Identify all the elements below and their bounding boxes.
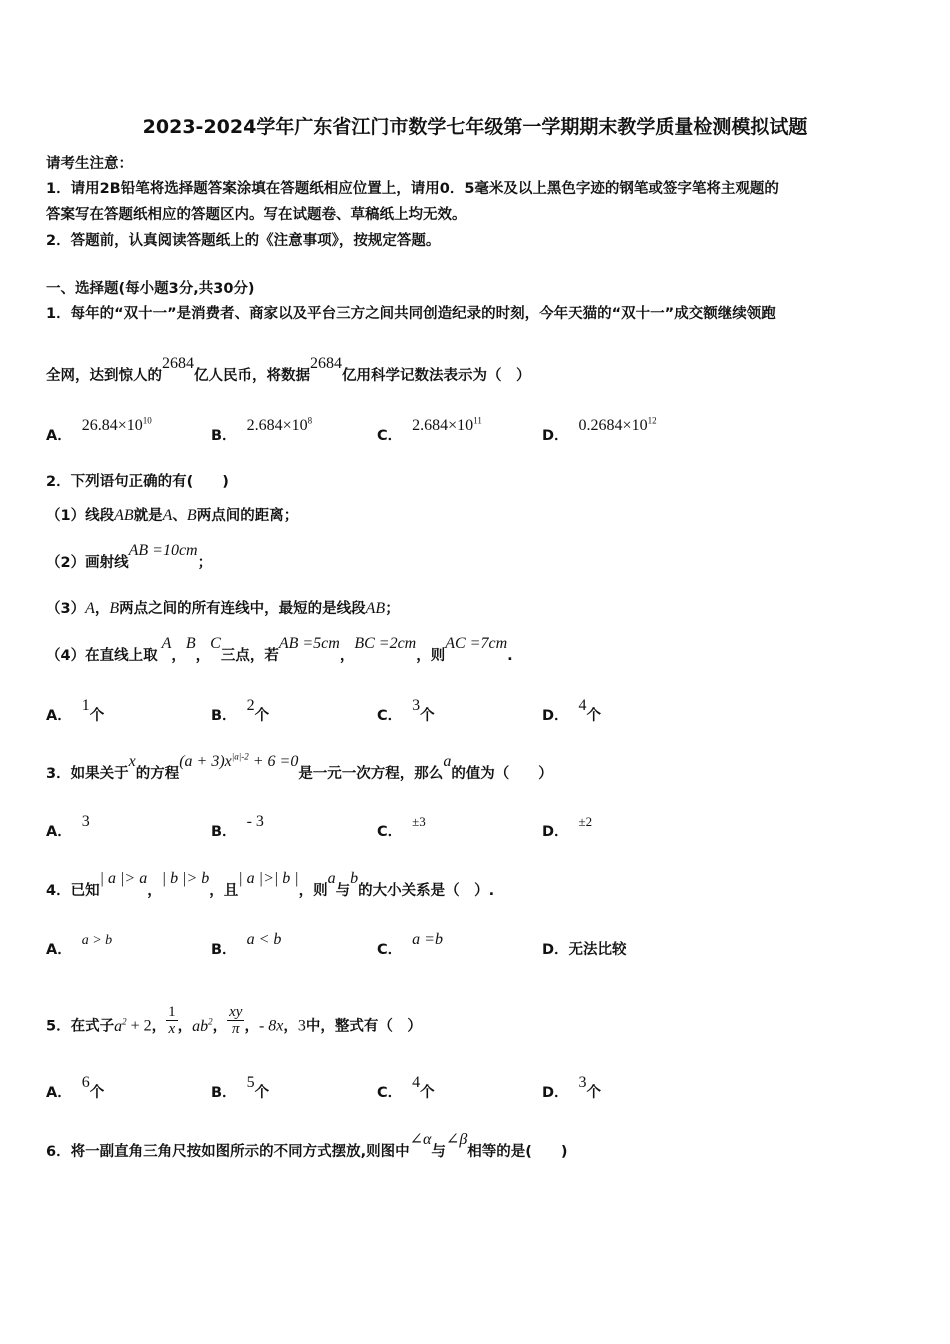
option-label: C． — [377, 428, 403, 444]
q1-line1: 1．每年的“双十一”是消费者、商家以及平台三方之间共同创造纪录的时刻，今年天猫的“双十一”成交额继续领跑 — [46, 306, 776, 322]
notice-heading: 请考生注意： — [46, 156, 133, 172]
q1-option-b[interactable] — [211, 415, 313, 445]
q3-option-b[interactable]: B．- 3 — [211, 813, 264, 840]
q5-option-c[interactable]: C．4个 — [377, 1074, 435, 1101]
q1-option-d[interactable] — [542, 415, 657, 445]
q3-option-a[interactable]: A．3 — [46, 813, 90, 840]
q1-line2 — [46, 355, 531, 385]
option-value: $26.84\times 10^{10}$ — [81, 415, 152, 434]
notice-item-2: 2．答题前，认真阅读答题纸上的《注意事项》，按规定答题。 — [46, 233, 441, 249]
q2-option-a[interactable]: A．1个 — [46, 697, 105, 724]
q1-option-c[interactable] — [377, 415, 482, 445]
q1-text-mid: 亿人民币，将数据 — [194, 368, 310, 384]
q2-statement-3: （3）A，B两点之间的所有连线中，最短的是线段AB； — [46, 600, 400, 617]
q2-statement-1: （1）线段AB就是A、B两点间的距离； — [46, 507, 299, 524]
fraction-xy-over-pi: $\frac{xy}{\pi}$ — [229, 1004, 243, 1037]
q2-option-b[interactable]: B．2个 — [211, 697, 270, 724]
q4-option-a[interactable]: A．a > b — [46, 933, 113, 958]
q1-option-a[interactable] — [46, 415, 152, 445]
q2-option-d[interactable]: D．4个 — [542, 697, 602, 724]
notice-item-1b: 答案写在答题纸相应的答题区内。写在试题卷、草稿纸上均无效。 — [46, 207, 467, 223]
page-title: 2023-2024学年广东省江门市数学七年级第一学期期末教学质量检测模拟试题 — [142, 116, 808, 138]
option-label: B． — [211, 428, 237, 444]
option-label: A． — [46, 428, 72, 444]
option-value: $0.2684\times 10^{12}$ — [578, 415, 657, 434]
q2-option-c[interactable]: C．3个 — [377, 697, 435, 724]
q5-option-b[interactable]: B．5个 — [211, 1074, 270, 1101]
q4-stem: 4．已知| a |> a，| b |> b，且| a |>| b |，则a与b的大小关系是（ ）. — [46, 870, 495, 899]
q3-stem: 3．如果关于x的方程$(a + 3)x^{|a|-2} + 6 =0$是一元一次方程，那么a的值为（ ） — [46, 751, 553, 782]
option-value: $2.684\times 10^8$ — [246, 415, 313, 434]
notice-item-1a: 1．请用2B铅笔将选择题答案涂填在答题纸相应位置上，请用0．5毫米及以上黑色字迹的钢笔或签字笔将主观题的 — [46, 181, 779, 197]
option-label: D． — [542, 428, 569, 444]
section-heading: 一、选择题(每小题3分,共30分) — [46, 281, 255, 297]
q4-option-d[interactable]: D．无法比较 — [542, 942, 627, 958]
q3-option-d[interactable]: D．±2 — [542, 814, 593, 840]
q5-option-a[interactable]: A．6个 — [46, 1074, 105, 1101]
fraction-1-over-x: $\frac{1}{x}$ — [168, 1004, 176, 1037]
option-value: $2.684\times 10^{11}$ — [412, 415, 482, 434]
q3-option-c[interactable]: C．±3 — [377, 814, 426, 840]
q2-statement-2: （2）画射线AB =10cm； — [46, 542, 213, 571]
q1-text-post: 亿用科学记数法表示为（ ） — [342, 368, 531, 384]
q1-num-2: 2684 — [310, 355, 342, 372]
q1-num-1: 2684 — [162, 355, 194, 372]
q2-statement-4: （4）在直线上取 A，B，C三点，若AB =5cm，BC =2cm，则AC =7cm. — [46, 635, 513, 664]
q5-stem: 5．在式子$a^2 + 2$， $\frac{1}{x}$ ，$ab^2$， $\frac{xy}{\pi}$ ，- 8x，3中，整式有（ ） — [46, 1004, 422, 1037]
q2-stem: 2．下列语句正确的有( ) — [46, 474, 229, 490]
q6-stem: 6．将一副直角三角尺按如图所示的不同方式摆放,则图中∠α与∠β相等的是( ) — [46, 1131, 568, 1160]
q4-option-b[interactable]: B．a < b — [211, 931, 282, 958]
q5-option-d[interactable]: D．3个 — [542, 1074, 602, 1101]
q1-text-pre: 全网，达到惊人的 — [46, 368, 162, 384]
q4-option-c[interactable]: C．a =b — [377, 931, 443, 958]
